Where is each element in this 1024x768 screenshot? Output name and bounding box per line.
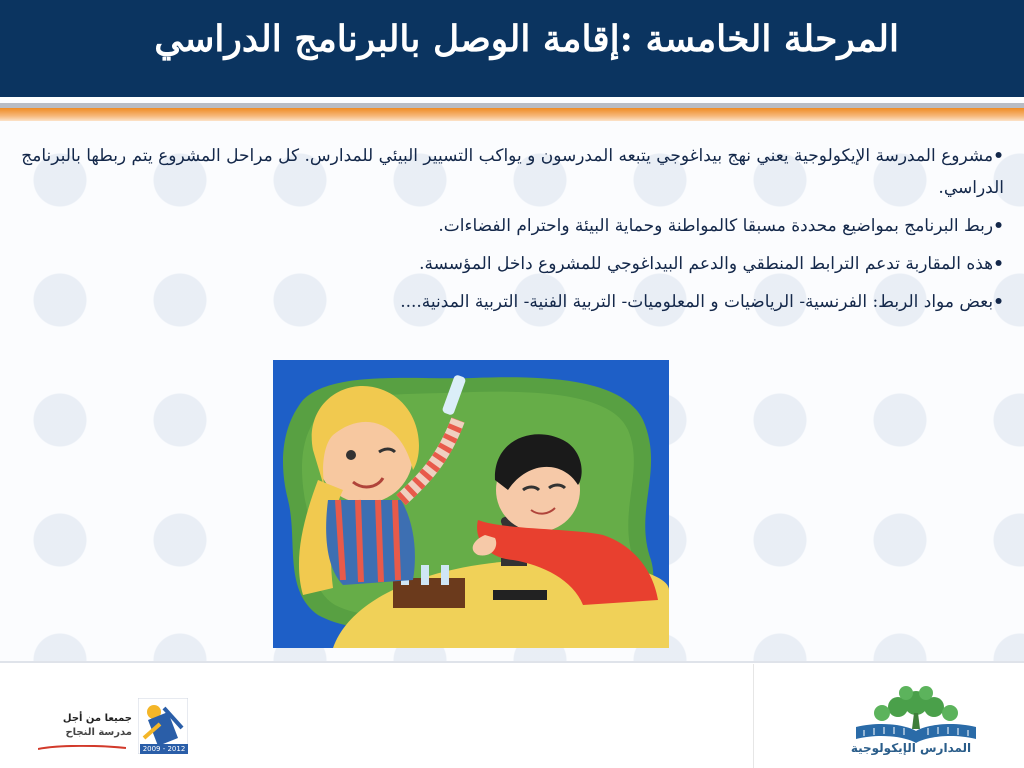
title-divider-orange [0, 108, 1024, 121]
bullet-item [14, 140, 1004, 204]
mission-years-badge: 2009 - 2012 [140, 744, 188, 754]
bullet-text: بعض مواد الربط: الفرنسية- الرياضيات و المعلوميات- التربية الفنية- التربية المدنية.... [400, 292, 994, 312]
eco-schools-label: المدارس الإيكولوجية [850, 741, 972, 755]
mission-slogan-line1: جميعا من أجل [62, 713, 132, 724]
bullet-text: هذه المقاربة تدعم الترابط المنطقي والدعم البيداغوجي للمشروع داخل المؤسسة. [419, 254, 994, 274]
bullet-item [14, 248, 1004, 280]
bullet-text: مشروع المدرسة الإيكولوجية يعني نهج بيداغوجي يتبعه المدرسون و يواكب التسيير البيئي للمدارس. كل مراحل المشروع يتم ربطها بالبرنامج الدراسي. [21, 146, 1004, 198]
bullet-text: ربط البرنامج بمواضيع محددة مسبقا كالمواطنة وحماية البيئة واحترام الفضاءات. [438, 216, 994, 236]
slide-title: المرحلة الخامسة :إقامة الوصل بالبرنامج الدراسي [154, 18, 899, 60]
bullet-item [14, 210, 1004, 242]
bullet-marker: • [993, 146, 1004, 166]
bullet-marker: • [993, 292, 1004, 312]
mission-slogan-line2: مدرسة النجاح [65, 727, 132, 738]
bullet-item [14, 286, 1004, 318]
mission-slogan [40, 712, 132, 740]
red-swoosh-icon [38, 745, 126, 751]
bullet-list [14, 140, 1004, 324]
bullet-marker: • [993, 254, 1004, 274]
children-microscope-illustration [273, 360, 669, 648]
bullet-marker: • [993, 216, 1004, 236]
title-bar [0, 0, 1024, 100]
